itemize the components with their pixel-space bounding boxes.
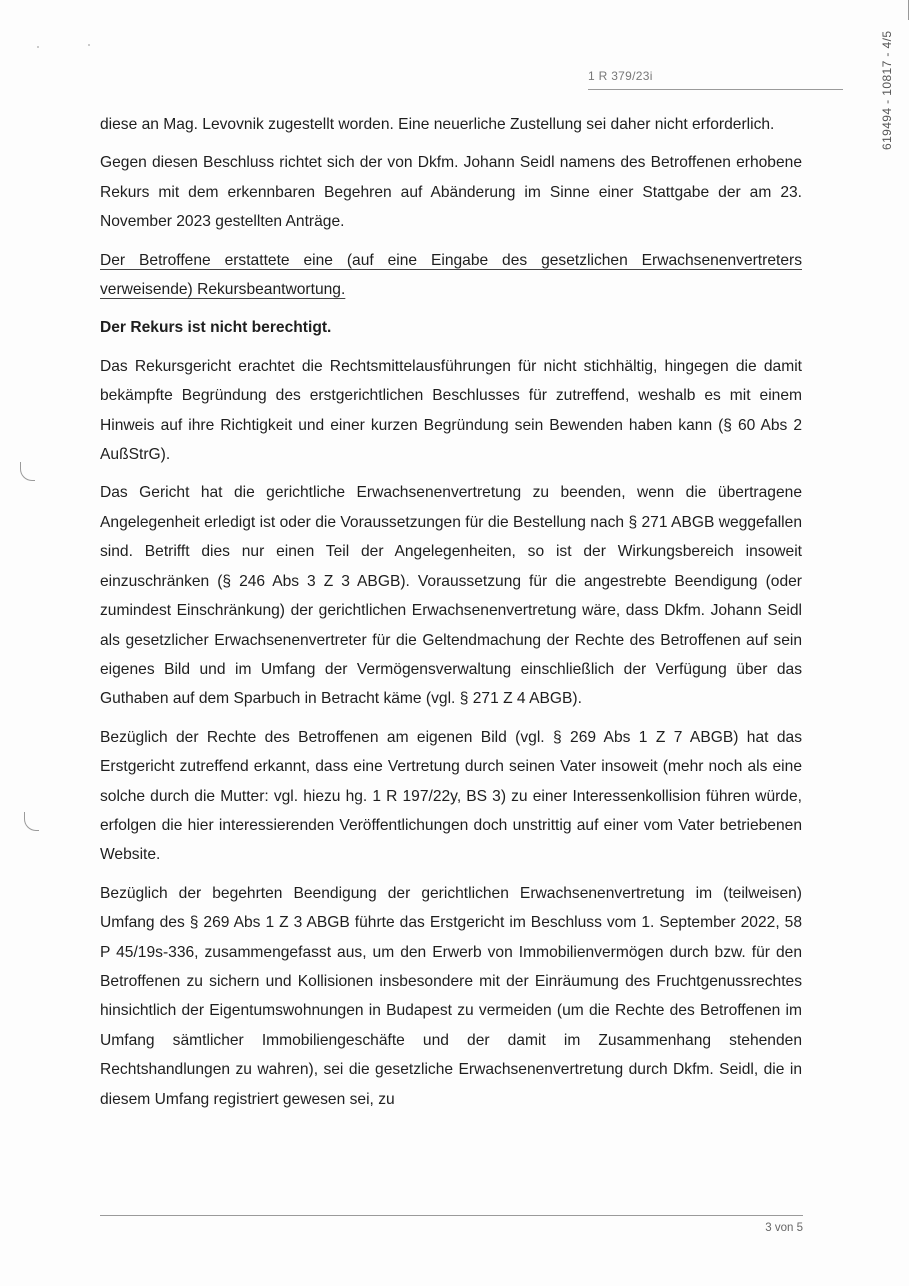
paragraph: Das Rekursgericht erachtet die Rechtsmittelausführungen für nicht stichhältig, hingegen die damit bekämpfte Begründung des erstgerichtlichen Beschlusses für zutreffend, weshalb es mit einem Hinweis auf ihre Richtigkeit und einer kurzen Begründung sein Bewenden haben kann (§ 60 Abs 2 AußStrG).	[100, 357, 802, 464]
footer-rule	[100, 1215, 803, 1216]
document-body	[100, 110, 802, 1123]
paragraph: Bezüglich der begehrten Beendigung der gerichtlichen Erwachsenenvertretung im (teilweisen) Umfang des § 269 Abs 1 Z 3 ABGB führte das Erstgericht im Beschluss vom 1. September 2022, 58 P 45/19s-336, zusammengefasst aus, um den Erwerb von Immobilienvermögen durch bzw. für den Betroffenen zu sichern und Kollisionen insbesondere mit der Einräumung des Fruchtgenussrechtes hinsichtlich der Eigentumswohnungen in Budapest zu vermeiden (um die Rechte des Betroffenen im Umfang sämtlicher Immobiliengeschäfte und der damit im Zusammenhang stehenden Rechtshandlungen zu wahren), sei die gesetzliche Erwachsenenvertretung durch Dkfm. Seidl, die in diesem Umfang registriert gewesen sei, zu	[100, 884, 802, 1108]
paragraph: Das Gericht hat die gerichtliche Erwachsenenvertretung zu beenden, wenn die übertragene Angelegenheit erledigt ist oder die Voraussetzungen für die Bestellung nach § 271 ABGB weggefallen sind. Betrifft dies nur einen Teil der Angelegenheiten, so ist der Wirkungsbereich insoweit einzuschränken (§ 246 Abs 3 Z 3 ABGB). Voraussetzung für die angestrebte Beendigung (oder zumindest Einschränkung) der gerichtlichen Erwachsenenvertretung wäre, dass Dkfm. Johann Seidl als gesetzlicher Erwachsenenvertreter für die Geltendmachung der Rechte des Betroffenen auf sein eigenes Bild und im Umfang der Vermögensverwaltung einschließlich der Verfügung über das Guthaben auf dem Sparbuch in Betracht käme (vgl. § 271 Z 4 ABGB).	[100, 484, 802, 708]
paragraph: Bezüglich der Rechte des Betroffenen am eigenen Bild (vgl. § 269 Abs 1 Z 7 ABGB) hat das Erstgericht zutreffend erkannt, dass eine Vertretung durch seinen Vater insoweit (mehr noch als eine solche durch die Mutter: vgl. hiezu hg. 1 R 197/22y, BS 3) zu einer Interessenkollision führen würde, erfolgen die hier interessierenden Veröffentlichungen doch unstrittig auf einer vom Vater betriebenen Website.	[100, 728, 802, 864]
case-number: 1 R 379/23i	[588, 69, 653, 83]
paragraph: Gegen diesen Beschluss richtet sich der von Dkfm. Johann Seidl namens des Betroffenen erhobene Rekurs mit dem erkennbaren Begehren auf Abänderung im Sinne einer Stattgabe der am 23. November 2023 gestellten Anträge.	[100, 154, 802, 231]
page-number: 3 von 5	[765, 1222, 803, 1234]
paragraph: diese an Mag. Levovnik zugestellt worden. Eine neuerliche Zustellung sei daher nicht erforderlich.	[100, 116, 775, 133]
side-stamp: 619494 - 10817 - 4/5	[880, 30, 894, 150]
scan-speck	[37, 46, 39, 48]
header-rule	[588, 89, 843, 90]
page-corner-mark	[896, 0, 909, 20]
punch-hole-mark	[24, 812, 39, 831]
punch-hole-mark	[20, 462, 35, 481]
scan-speck	[88, 44, 90, 46]
underlined-paragraph: Der Betroffene erstattete eine (auf eine Eingabe des gesetzlichen Erwachsenenvertreters verweisende) Rekursbeantwortung.	[100, 251, 802, 299]
section-heading: Der Rekurs ist nicht berechtigt.	[100, 319, 332, 337]
